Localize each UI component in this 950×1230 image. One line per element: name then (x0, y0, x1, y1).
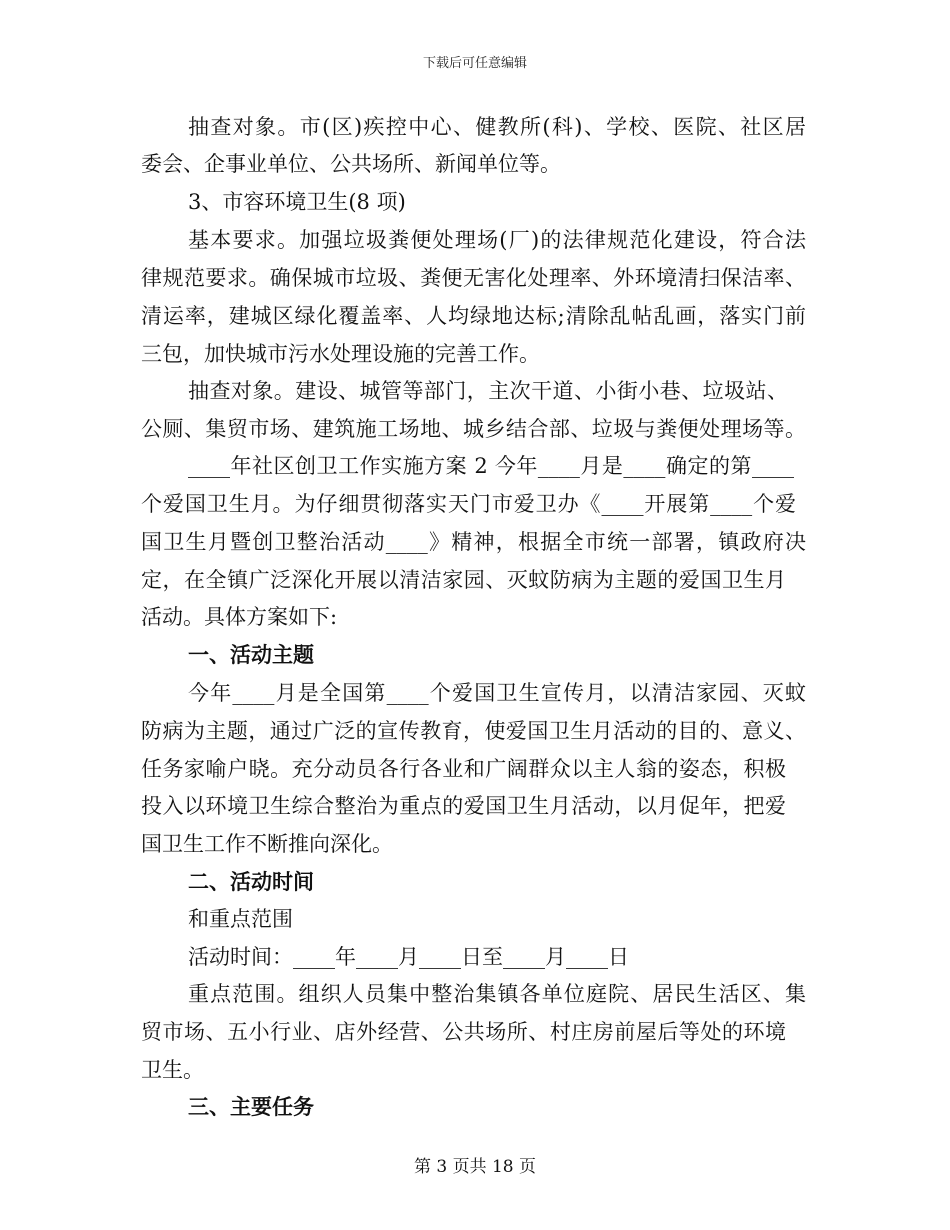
page-header: 下载后可任意编辑 (422, 56, 527, 71)
paragraph-line: 清运率，建城区绿化覆盖率、人均绿地达标;清除乱帖乱画，落实门前 (141, 304, 806, 328)
paragraph-line: 活动。具体方案如下: (141, 605, 338, 629)
section-heading-time: 二、活动时间 (188, 870, 314, 894)
paragraph-line: 贸市场、五小行业、店外经营、公共场所、村庄房前屋后等处的环境 (141, 1020, 786, 1044)
paragraph-line: 委会、企事业单位、公共场所、新闻单位等。 (141, 152, 561, 176)
paragraph-line: 今年____月是全国第____个爱国卫生宣传月，以清洁家园、灭蚊 (188, 681, 806, 705)
section-heading: 3、市容环境卫生(8 项) (188, 190, 406, 214)
paragraph-line: 定，在全镇广泛深化开展以清洁家园、灭蚊防病为主题的爱国卫生月 (141, 568, 786, 592)
paragraph-line: 三包，加快城市污水处理设施的完善工作。 (141, 342, 540, 366)
paragraph-line: 国卫生月暨创卫整治活动____》精神，根据全市统一部署，镇政府决 (141, 530, 806, 554)
paragraph-line: 卫生。 (141, 1058, 204, 1082)
section-heading-tasks: 三、主要任务 (188, 1095, 314, 1119)
paragraph-line: 国卫生工作不断推向深化。 (141, 832, 393, 856)
paragraph-line: 个爱国卫生月。为仔细贯彻落实天门市爱卫办《____开展第____个爱 (141, 492, 796, 516)
paragraph-line: 防病为主题，通过广泛的宣传教育，使爱国卫生月活动的目的、意义、 (141, 719, 806, 743)
paragraph-line: 重点范围。组织人员集中整治集镇各单位庭院、居民生活区、集 (188, 982, 806, 1006)
paragraph-line: 抽查对象。市(区)疾控中心、健教所(科)、学校、医院、社区居 (188, 115, 806, 139)
paragraph-line: 活动时间：____年____月____日至____月____日 (188, 945, 629, 969)
paragraph-line: 基本要求。加强垃圾粪便处理场(厂)的法律规范化建设，符合法 (188, 228, 806, 252)
paragraph-line: 和重点范围 (188, 907, 293, 931)
section-heading-theme: 一、活动主题 (188, 643, 314, 667)
paragraph-line: 公厕、集贸市场、建筑施工场地、城乡结合部、垃圾与粪便处理场等。 (141, 417, 806, 441)
page-footer: 第 3 页共 18 页 (413, 1157, 537, 1177)
paragraph-line: 抽查对象。建设、城管等部门，主次干道、小街小巷、垃圾站、 (188, 379, 788, 403)
paragraph-line: 投入以环境卫生综合整治为重点的爱国卫生月活动，以月促年，把爱 (141, 794, 786, 818)
paragraph-line: 任务家喻户晓。充分动员各行各业和广阔群众以主人翁的姿态，积极 (141, 757, 786, 781)
paragraph-line: ____年社区创卫工作实施方案 2 今年____月是____确定的第____ (188, 454, 794, 478)
paragraph-line: 律规范要求。确保城市垃圾、粪便无害化处理率、外环境清扫保洁率、 (141, 266, 806, 290)
